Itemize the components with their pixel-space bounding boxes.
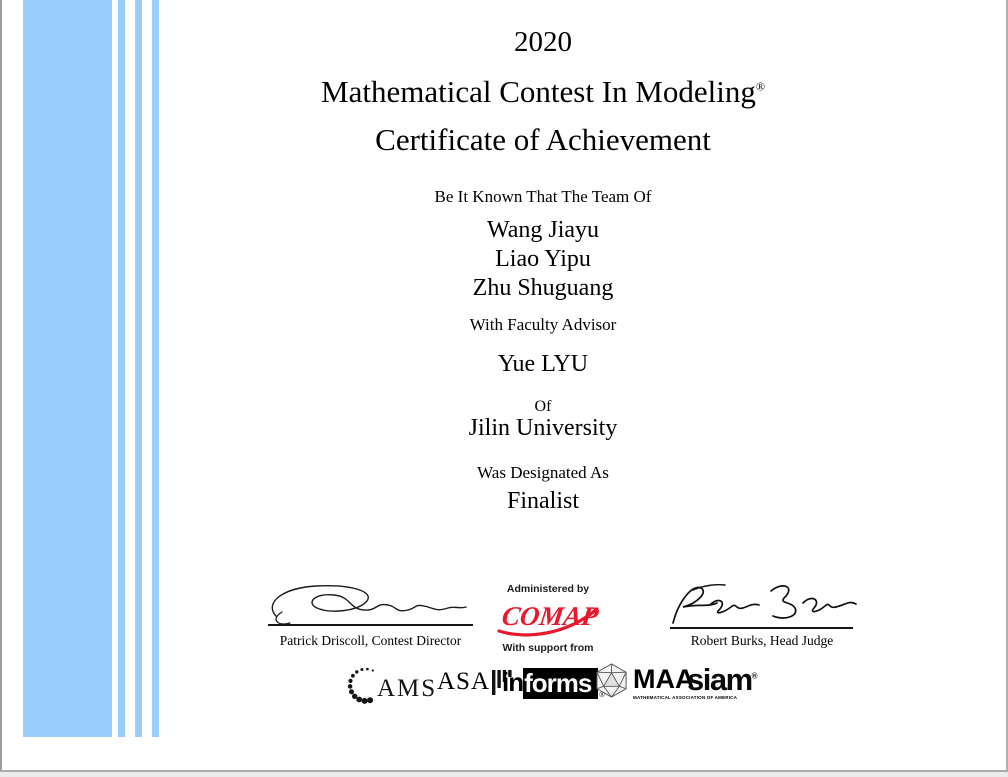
- director-signature-line: [268, 624, 473, 626]
- ams-logo-text: AMS: [377, 675, 438, 702]
- judge-signature-icon: [665, 576, 865, 628]
- institution-name: Jilin University: [468, 415, 618, 441]
- informs-logo-text-in: in: [502, 667, 524, 697]
- year-heading: 2020: [514, 26, 572, 58]
- comap-logo: [493, 596, 603, 640]
- maa-caption-text: MATHEMATICAL ASSOCIATION OF AMERICA: [633, 695, 738, 700]
- ams-logo: [345, 666, 445, 708]
- contest-title: [78, 75, 1008, 109]
- director-signature-icon: [256, 581, 474, 627]
- advisor-intro: With Faculty Advisor: [469, 315, 617, 334]
- informs-registered-mark: ®: [599, 692, 605, 699]
- director-name-title: Patrick Driscoll, Contest Director: [279, 633, 462, 648]
- team-intro: Be It Known That The Team Of: [434, 187, 652, 206]
- of-label: Of: [534, 398, 552, 415]
- contest-title-text: Mathematical Contest In Modeling: [321, 74, 756, 109]
- siam-registered-mark: ®: [751, 671, 758, 681]
- page-border-left: [0, 0, 2, 777]
- advisor-name: Yue LYU: [497, 351, 589, 377]
- designation-value: Finalist: [506, 488, 579, 514]
- siam-logo-text: siam: [687, 662, 752, 697]
- page-border-bottom-shadow: [0, 772, 1008, 777]
- asa-logo-text: ASA: [437, 668, 491, 695]
- comap-logo-text: COMAP: [500, 601, 601, 631]
- administered-by-label: Administered by: [506, 583, 590, 595]
- team-member: Liao Yipu: [495, 246, 591, 272]
- team-member: Zhu Shuguang: [472, 275, 614, 301]
- support-from-label: With support from: [502, 642, 594, 654]
- siam-logo: [687, 664, 758, 695]
- judge-signature-line: [670, 627, 853, 629]
- team-member: Wang Jiayu: [486, 217, 600, 243]
- judge-name-title: Robert Burks, Head Judge: [690, 633, 834, 648]
- designation-intro: Was Designated As: [477, 463, 609, 482]
- informs-logo-text-forms: forms: [523, 668, 598, 699]
- maa-icosahedron-icon: [594, 663, 629, 698]
- ams-dotted-arc-icon: [348, 668, 374, 704]
- registered-mark: ®: [755, 79, 765, 94]
- maa-logo-text: MAA: [633, 664, 695, 694]
- certificate-subtitle: Certificate of Achievement: [375, 122, 711, 157]
- informs-logo: [502, 668, 605, 699]
